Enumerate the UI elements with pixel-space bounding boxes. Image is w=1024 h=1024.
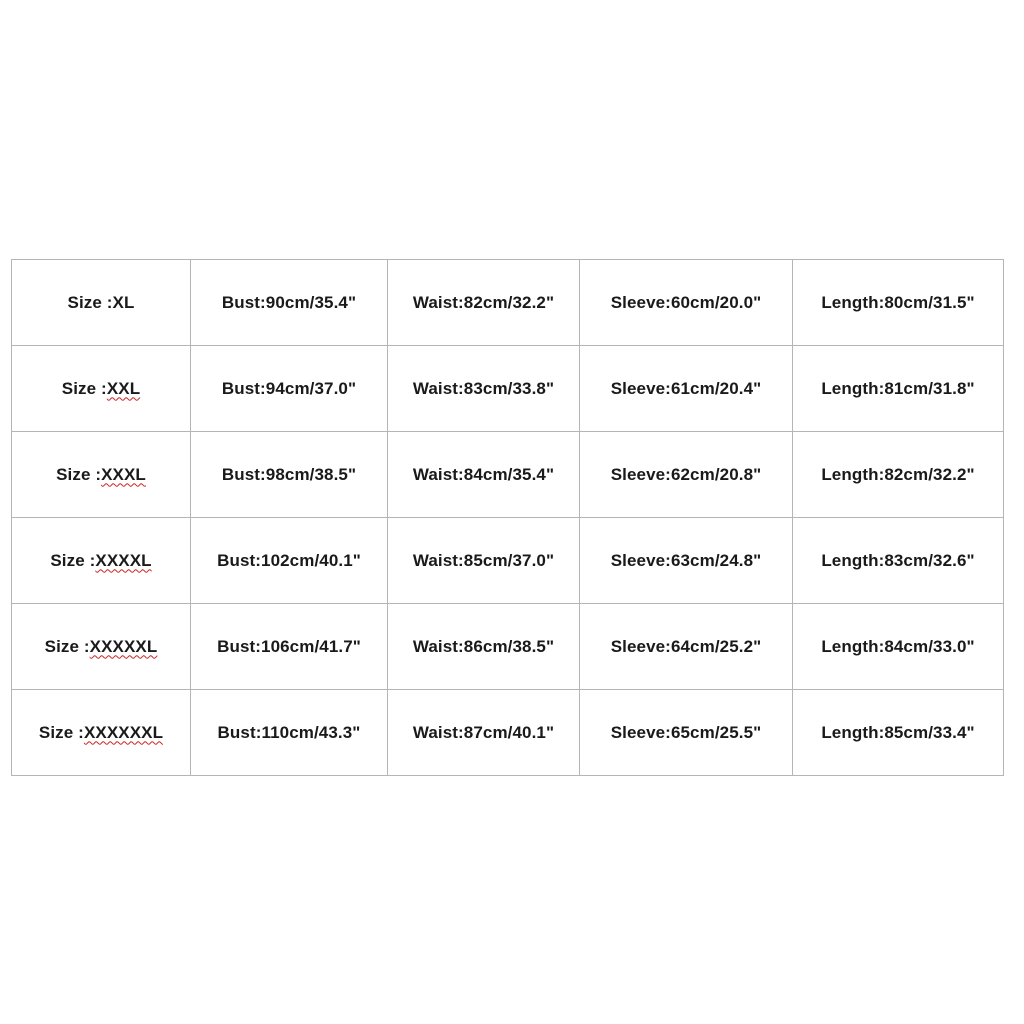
size-label: Size : bbox=[56, 464, 102, 484]
sleeve-cell: Sleeve:64cm/25.2" bbox=[580, 604, 793, 690]
sleeve-cell: Sleeve:65cm/25.5" bbox=[580, 690, 793, 776]
size-cell bbox=[12, 518, 191, 604]
waist-cell: Waist:83cm/33.8" bbox=[388, 346, 580, 432]
size-label: Size : bbox=[61, 378, 107, 398]
table-row bbox=[12, 432, 1004, 518]
table-row bbox=[12, 690, 1004, 776]
waist-cell: Waist:85cm/37.0" bbox=[388, 518, 580, 604]
bust-cell: Bust:94cm/37.0" bbox=[191, 346, 388, 432]
length-cell: Length:85cm/33.4" bbox=[793, 690, 1004, 776]
waist-cell: Waist:84cm/35.4" bbox=[388, 432, 580, 518]
size-cell bbox=[12, 346, 191, 432]
waist-cell: Waist:87cm/40.1" bbox=[388, 690, 580, 776]
length-cell: Length:83cm/32.6" bbox=[793, 518, 1004, 604]
size-code: XXL bbox=[106, 378, 141, 398]
bust-cell: Bust:106cm/41.7" bbox=[191, 604, 388, 690]
size-code: XXXXXL bbox=[89, 636, 158, 656]
size-cell bbox=[12, 690, 191, 776]
sleeve-cell: Sleeve:63cm/24.8" bbox=[580, 518, 793, 604]
size-cell bbox=[12, 260, 191, 346]
bust-cell: Bust:98cm/38.5" bbox=[191, 432, 388, 518]
sleeve-cell: Sleeve:62cm/20.8" bbox=[580, 432, 793, 518]
size-code: XXXL bbox=[101, 464, 146, 484]
size-label: Size : bbox=[44, 636, 90, 656]
size-cell bbox=[12, 432, 191, 518]
size-code: XL bbox=[112, 292, 135, 312]
size-code: XXXXXXL bbox=[83, 722, 164, 742]
waist-cell: Waist:82cm/32.2" bbox=[388, 260, 580, 346]
table-row bbox=[12, 260, 1004, 346]
size-label: Size : bbox=[67, 292, 113, 312]
length-cell: Length:82cm/32.2" bbox=[793, 432, 1004, 518]
size-label: Size : bbox=[50, 550, 96, 570]
size-chart-table bbox=[11, 259, 1004, 776]
length-cell: Length:84cm/33.0" bbox=[793, 604, 1004, 690]
size-cell bbox=[12, 604, 191, 690]
waist-cell: Waist:86cm/38.5" bbox=[388, 604, 580, 690]
bust-cell: Bust:90cm/35.4" bbox=[191, 260, 388, 346]
size-code: XXXXL bbox=[95, 550, 152, 570]
size-label: Size : bbox=[38, 722, 84, 742]
bust-cell: Bust:102cm/40.1" bbox=[191, 518, 388, 604]
length-cell: Length:81cm/31.8" bbox=[793, 346, 1004, 432]
table-row bbox=[12, 346, 1004, 432]
table-row bbox=[12, 604, 1004, 690]
sleeve-cell: Sleeve:61cm/20.4" bbox=[580, 346, 793, 432]
table-row bbox=[12, 518, 1004, 604]
bust-cell: Bust:110cm/43.3" bbox=[191, 690, 388, 776]
length-cell: Length:80cm/31.5" bbox=[793, 260, 1004, 346]
sleeve-cell: Sleeve:60cm/20.0" bbox=[580, 260, 793, 346]
